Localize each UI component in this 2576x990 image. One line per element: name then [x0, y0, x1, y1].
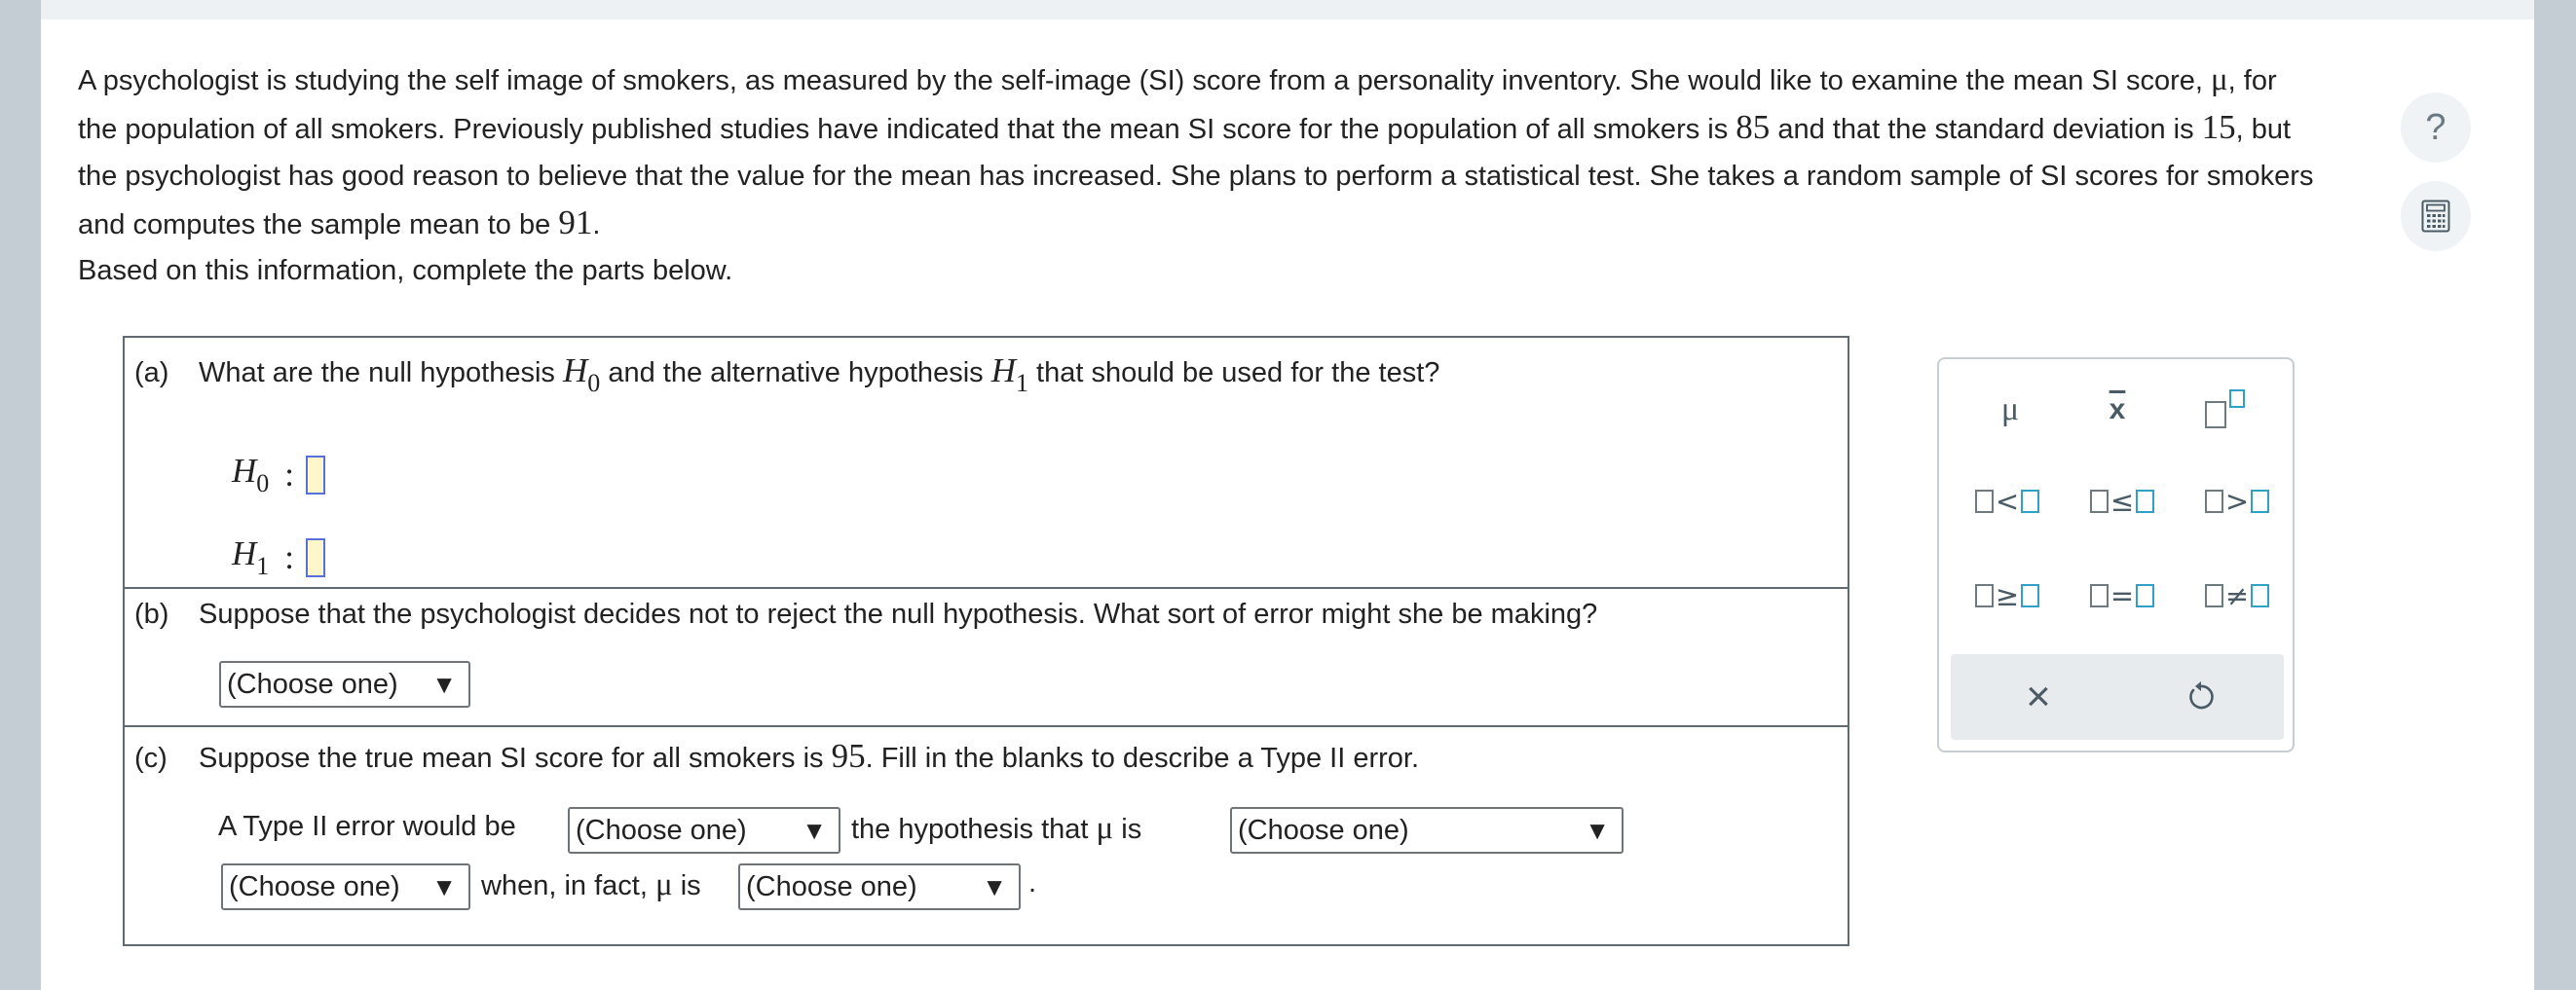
part-a-section [125, 338, 1848, 587]
calculator-button[interactable] [2401, 181, 2471, 251]
less-than-symbol: < [1995, 485, 2020, 518]
dropdown-arrow-icon: ▼ [982, 872, 1007, 901]
h1-answer-input[interactable] [306, 538, 325, 577]
h0-symbol: $H_0$ [562, 351, 601, 397]
dropdown-arrow-icon: ▼ [802, 816, 827, 845]
mu-symbol: μ [1096, 811, 1114, 846]
part-a-text-1: What are the null hypothesis [199, 357, 563, 388]
palette-footer [1951, 654, 2284, 740]
part-b-error-type-select[interactable] [219, 661, 470, 708]
part-b-text: Suppose that the psychologist decides not to reject the null hypothesis. What sort of error might she be making? [199, 599, 1598, 630]
problem-text-2: , for the population of all smokers. Previously published studies have indicated that the mean SI score for the population of all smokers is [78, 65, 2277, 145]
equal-symbol: = [2109, 579, 2135, 612]
mu-symbol: μ [2000, 391, 2020, 427]
part-b-section [125, 587, 1848, 725]
greater-than-symbol: > [2224, 485, 2250, 518]
type2-relation-select[interactable] [221, 863, 470, 910]
problem-text-4: , but the psychologist has good reason to believe that the value for the mean has increased. She plans to perform a statistical test. She takes a random sample of SI scores for smokers and computes the sample mean to be [78, 114, 2314, 240]
undo-icon [2184, 680, 2218, 714]
x-bar-symbol: $\overline{x}$ [2109, 393, 2126, 425]
superscript-icon [2205, 389, 2244, 430]
problem-statement [78, 56, 2318, 248]
problem-text-3: and that the standard deviation is [1770, 114, 2202, 145]
h1-row [232, 534, 325, 581]
part-b-question [134, 599, 1597, 631]
sample-mean-value: 91 [558, 203, 593, 241]
part-a-text-3: that should be used for the test? [1027, 357, 1440, 388]
h0-label: $H_0$ [232, 452, 270, 497]
population-mean-value: 85 [1736, 108, 1771, 146]
true-mean-value: 95 [831, 737, 866, 775]
select-value: (Choose one) [1238, 815, 1409, 846]
select-value: (Choose one) [227, 669, 398, 700]
type2-line1-text-a: A Type II error would be [218, 811, 516, 842]
h0-colon: : [284, 456, 295, 494]
question-parts-box [123, 336, 1849, 946]
mu-symbol: μ [654, 867, 673, 902]
not-equal-symbol: ≠ [2224, 579, 2250, 612]
h1-symbol: $H_1$ [990, 351, 1028, 397]
type2-line1-text-b: the hypothesis that μ is [851, 811, 1142, 846]
part-c-text-1: Suppose the true mean SI score for all smokers is [199, 743, 832, 774]
help-button[interactable] [2401, 92, 2471, 163]
sample-mean-button[interactable] [2073, 381, 2161, 439]
part-b-label: (b) [134, 599, 169, 630]
part-c-text-2: . Fill in the blanks to describe a Type II error. [865, 743, 1420, 774]
type2-actual-value-select[interactable] [738, 863, 1021, 910]
h1-label: $H_1$ [232, 534, 270, 580]
instruction-text: Based on this information, complete the parts below. [78, 255, 733, 286]
type2-period: . [1028, 867, 1037, 898]
mu-button[interactable] [1966, 381, 2054, 439]
calculator-icon [2421, 200, 2450, 233]
problem-text-1: A psychologist is studying the self image of smokers, as measured by the self-image (SI) score from a personality inventory. She would like to examine the mean SI score, [78, 65, 2211, 96]
superscript-button[interactable] [2181, 381, 2268, 439]
part-c-question [134, 737, 1419, 776]
select-value: (Choose one) [746, 871, 917, 902]
less-than-button[interactable] [1955, 474, 2060, 529]
part-c-label: (c) [134, 743, 168, 774]
select-value: (Choose one) [576, 815, 747, 846]
top-bar [41, 0, 2534, 19]
type2-hypothesis-value-select[interactable] [1230, 807, 1624, 854]
h0-answer-input[interactable] [306, 456, 325, 495]
standard-deviation-value: 15 [2201, 108, 2236, 146]
greater-equal-symbol: ≥ [1995, 579, 2020, 612]
dropdown-arrow-icon: ▼ [431, 872, 457, 901]
question-mark-icon: ? [2425, 106, 2446, 148]
greater-equal-button[interactable] [1955, 568, 2060, 623]
less-equal-symbol: ≤ [2109, 485, 2135, 518]
clear-button[interactable] [2004, 668, 2072, 726]
part-c-section [125, 725, 1848, 946]
mu-symbol: μ [2210, 62, 2228, 97]
part-a-label: (a) [134, 357, 169, 388]
select-value: (Choose one) [229, 871, 400, 902]
undo-button[interactable] [2167, 668, 2235, 726]
dropdown-arrow-icon: ▼ [431, 670, 457, 699]
problem-text-5: . [592, 209, 601, 240]
type2-action-select[interactable] [568, 807, 840, 854]
part-a-text-2: and the alternative hypothesis [600, 357, 991, 388]
part-a-question [134, 351, 1439, 398]
type2-line2-text: when, in fact, μ is [481, 867, 701, 902]
h0-row [232, 452, 325, 498]
greater-than-button[interactable] [2184, 474, 2290, 529]
math-symbol-palette [1937, 357, 2295, 752]
equal-button[interactable] [2070, 568, 2175, 623]
close-icon: × [2026, 673, 2051, 720]
dropdown-arrow-icon: ▼ [1585, 816, 1610, 845]
h1-colon: : [284, 538, 295, 576]
less-equal-button[interactable] [2070, 474, 2175, 529]
not-equal-button[interactable] [2184, 568, 2290, 623]
